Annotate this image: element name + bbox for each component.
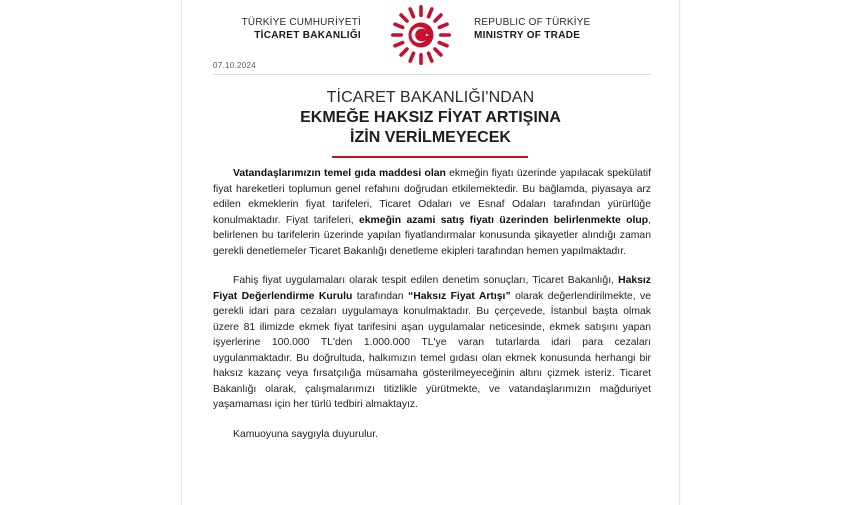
- release-date: 07.10.2024: [213, 61, 257, 70]
- header-left-line2: TİCARET BAKANLIĞI: [254, 30, 361, 41]
- paragraph-1: [213, 166, 651, 259]
- press-release-page: [181, 0, 680, 505]
- header-left-line1: TÜRKİYE CUMHURİYETİ: [241, 17, 361, 28]
- title-underline: [332, 156, 528, 158]
- header-left-turkish: [191, 16, 361, 42]
- closing-line: Kamuoyuna saygıyla duyurulur.: [233, 428, 378, 440]
- para1-bold-2: ekmeğin azami satış fiyatı üzerinden belirlenmekte olup: [359, 214, 649, 226]
- release-title: [182, 88, 679, 148]
- para2-bold-2: “Haksız Fiyat Artışı”: [408, 290, 511, 302]
- header-right-line1: REPUBLIC OF TÜRKİYE: [474, 17, 591, 28]
- title-line-2: EKMEĞE HAKSIZ FİYAT ARTIŞINA: [300, 109, 561, 126]
- para1-text-2: , belirlenen bu tarifelerin üzerinde yapılan fiyatlandırmalar konusunda şikayetler alındığı zaman gerekli denetlemeler Ticaret Bakanlığı denetleme ekipleri tarafından hemen yapılmaktadır.: [213, 214, 651, 257]
- paragraph-2: [213, 273, 651, 413]
- header-right-english: [474, 16, 664, 42]
- ministry-emblem-icon: [388, 2, 454, 68]
- para2-bold-1: Haksız Fiyat Değerlendirme Kurulu: [213, 275, 651, 302]
- title-line-3: İZİN VERİLMEYECEK: [350, 129, 511, 146]
- para2-text-1: Fahiş fiyat uygulamaları olarak tespit edilen denetim sonuçları, Ticaret Bakanlığı,: [233, 275, 619, 286]
- header-divider: [213, 74, 651, 75]
- title-line-1: TİCARET BAKANLIĞI'NDAN: [326, 89, 535, 106]
- header-right-line2: MINISTRY OF TRADE: [474, 30, 581, 41]
- para2-text-2: tarafından: [352, 290, 409, 302]
- para1-text-1: ekmeğin fiyatı üzerinde yapılacak spekülatif fiyat hareketleri toplumun genel refahını doğrudan etkilemektedir. Bu bağlamda, piyasaya arz edilen ekmeklerin fiyat tarifeleri, Ticaret Odaları ve Esnaf Odaları tarafından yürürlüğe konulmaktadır. Fiyat tarifeleri,: [213, 168, 652, 226]
- para1-bold-1: Vatandaşlarımızın temel gıda maddesi olan: [233, 168, 446, 179]
- release-body: [213, 166, 651, 456]
- para2-text-3: olarak değerlendirilmekte, ve gerekli idari para cezaları uygulamaya konulmaktadır. Bu çerçevede, İstanbul başta olmak üzere 81 ilimizde ekmek fiyat tarifesini aşan uygulamalar neticesinde, ekmek satışını yapan işyerlerine 100.000 TL'den 1.000.000 TL'ye varan tutarlarda idari para cezaları uygulanmaktadır. Bu doğrultuda, halkımızın temel gıdası olan ekmek konusunda herhangi bir haksız kazanç veya fırsatçılığa müsamaha gösterilmeyeceğinin altını çizmek isteriz. Ticaret Bakanlığı olarak, çalışmalarımızı titizlikle yürütmekte, ve vatandaşlarımızın mağduriyet yaşamaması için her türlü tedbiri almaktayız.: [213, 290, 651, 410]
